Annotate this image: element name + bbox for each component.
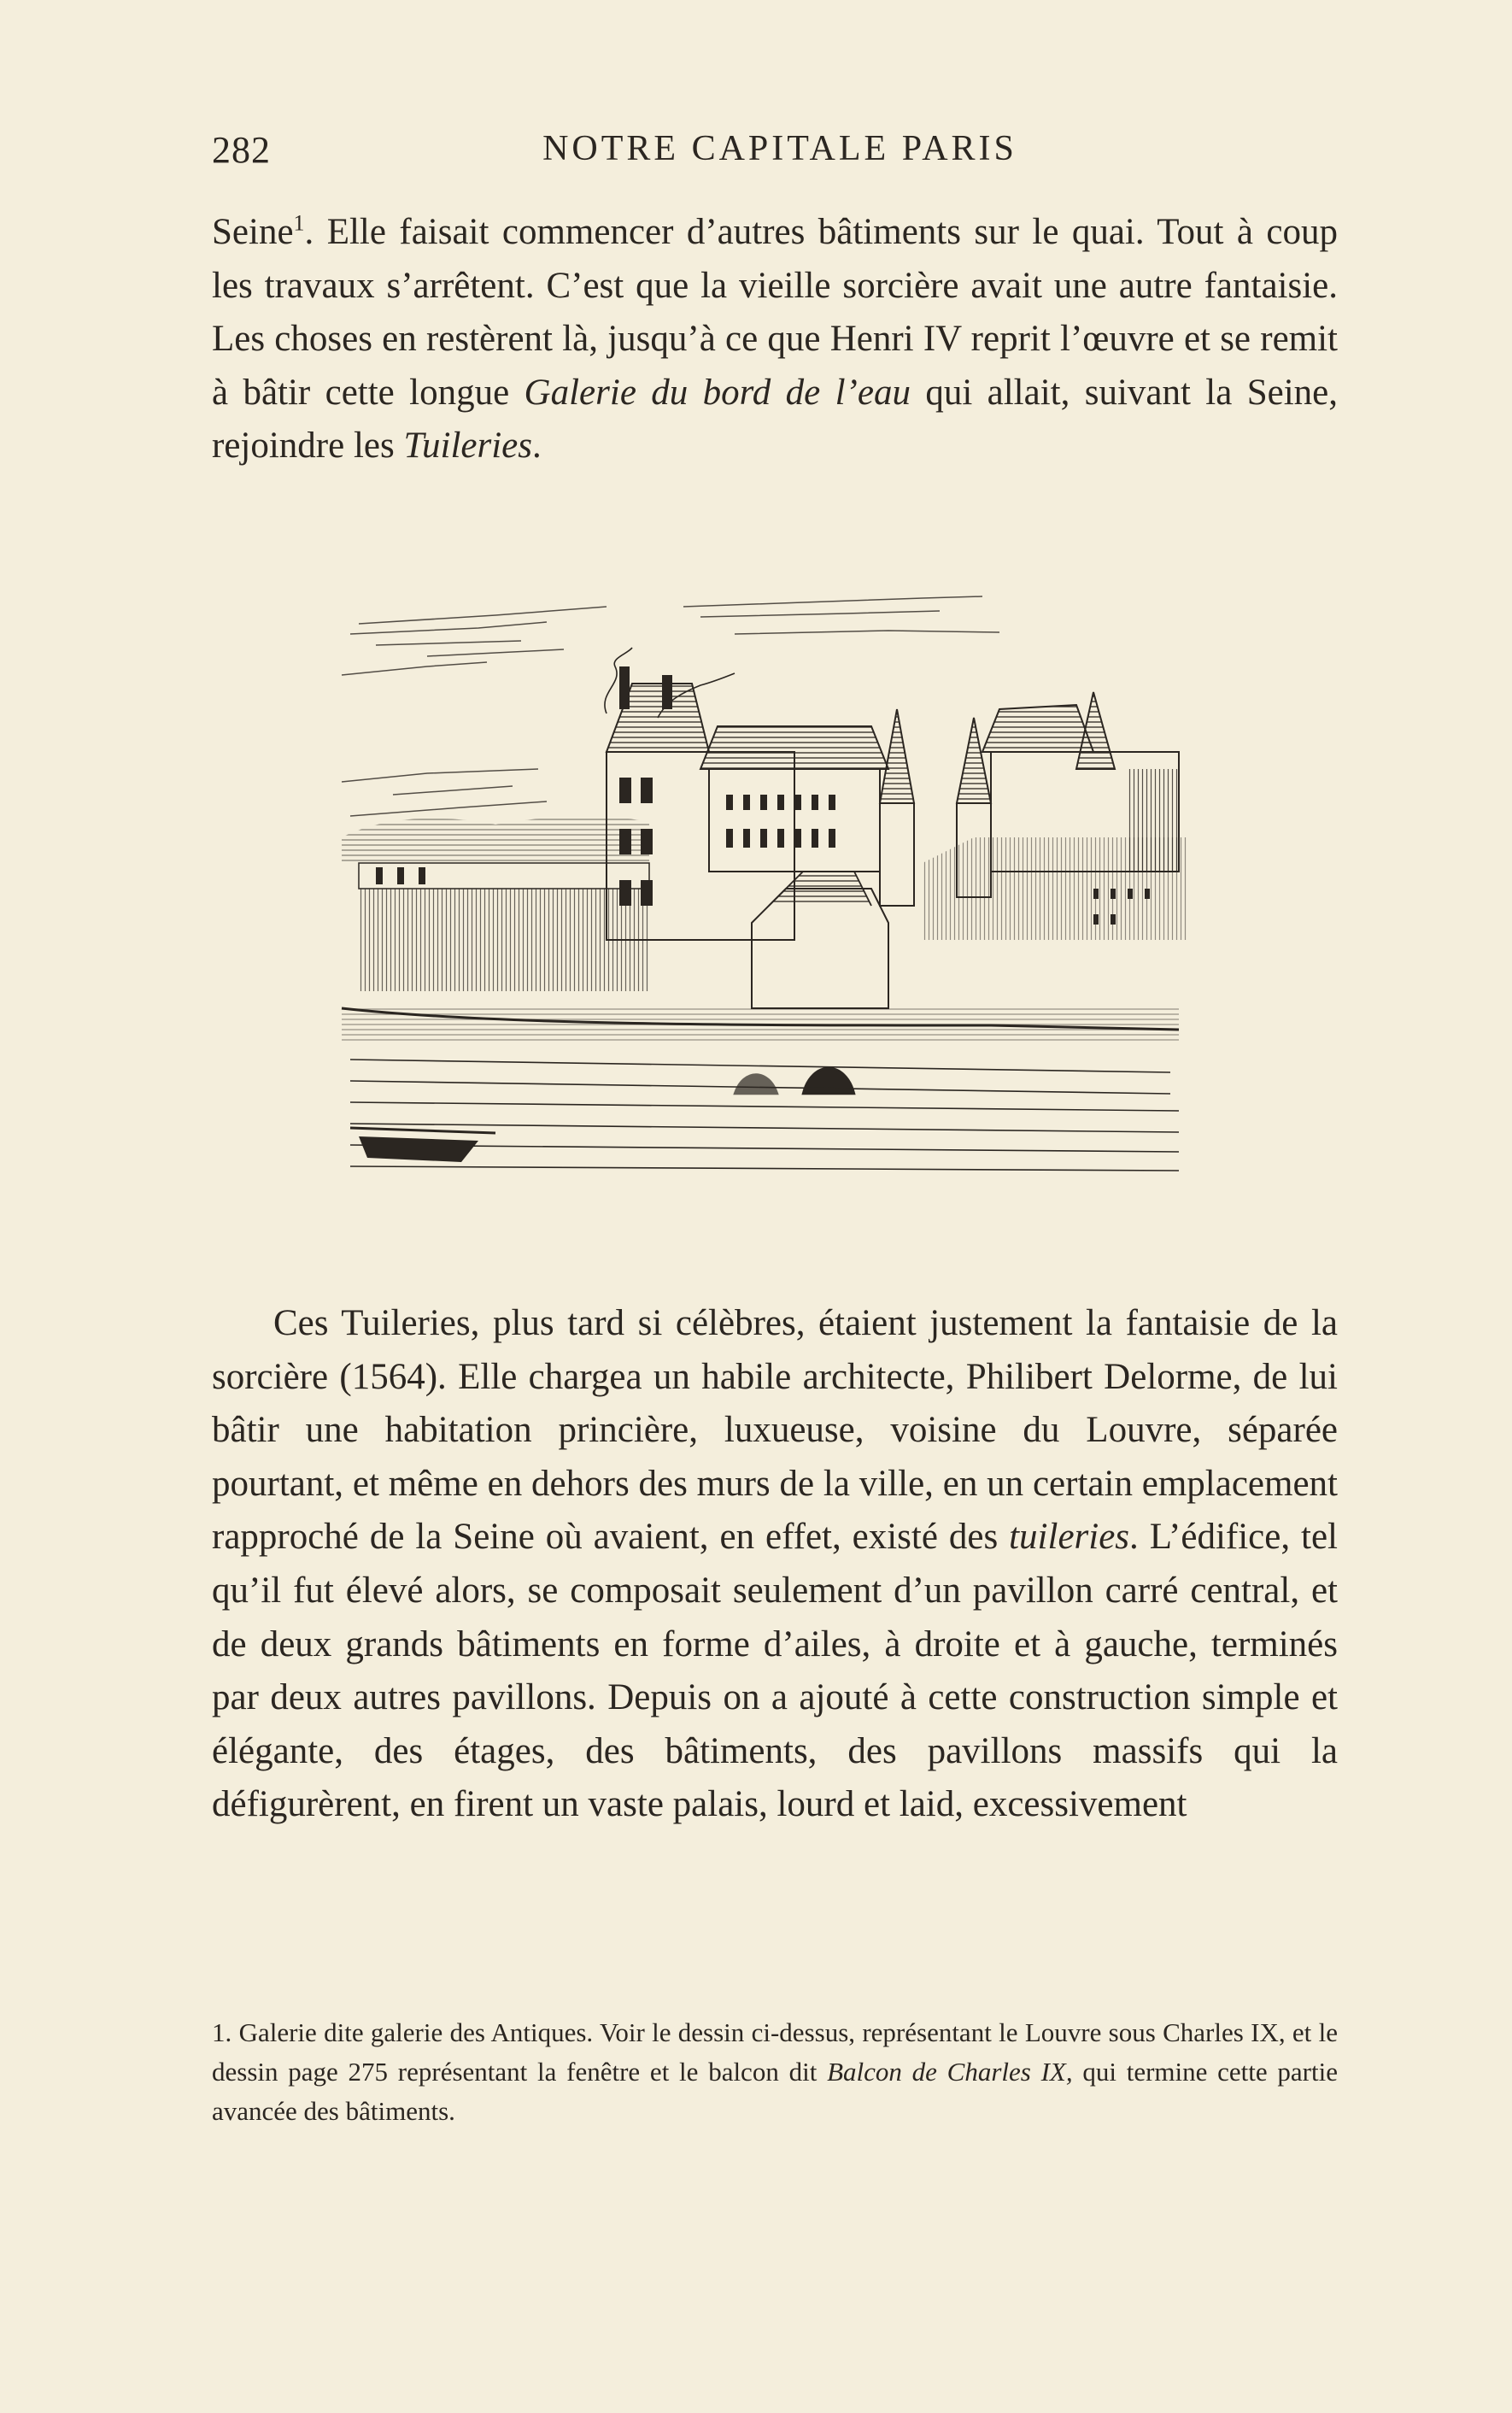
page-number: 282 — [212, 129, 271, 171]
italic-galerie: Galerie du bord de l’eau — [524, 372, 911, 413]
louvre-engraving — [325, 581, 1213, 1205]
footnote: 1. Galerie dite galerie des Antiques. Voir le dessin ci-dessus, représentant le Louvre sous Charles IX, et le dessin page 275 représentant la fenêtre et le balcon dit Balcon de Charles IX, qui termine cette partie avancée des bâtiments. — [212, 2017, 1338, 2126]
italic-tuileries-2: tuileries — [1009, 1517, 1130, 1558]
paragraph-1: Seine$^1$. Elle faisait commencer d’autres bâtiments sur le quai. Tout à coup les travaux s’arrêtent. C’est que la vieille sorcière avait une autre fantaisie. Les choses en restèrent là, jusqu’à ce que Henri IV reprit l’œuvre et se remit à bâtir cette longue Galerie du bord de l’eau qui allait, suivant la Seine, rejoindre les Tuileries. — [212, 210, 1338, 467]
footnote-reference: 1 — [293, 210, 305, 236]
page-header — [212, 128, 1348, 179]
running-title: NOTRE CAPITALE PARIS — [542, 129, 1017, 168]
paragraph-2: Ces Tuileries, plus tard si célèbres, étaient justement la fantaisie de la sorcière (1564). Elle chargea un habile architecte, Philibert Delorme, de lui bâtir une habitation princière, luxueuse, voisine du Louvre, séparée pourtant, et même en dehors des murs de la ville, en un certain emplacement rapproché de la Seine où avaient, en effet, existé des tuileries. L’édifice, tel qu’il fut élevé alors, se composait seulement d’un pavillon carré central, et de deux grands bâtiments en forme d’ailes, à droite et à gauche, terminés par deux autres pavillons. Depuis on a ajouté à cette construction simple et élégante, des étages, des bâtiments, des pavillons massifs qui la défigurèrent, en firent un vaste palais, lourd et laid, excessivement — [212, 1303, 1338, 1825]
italic-balcon: Balcon de Charles IX, — [827, 2057, 1073, 2087]
engraving-image — [325, 581, 1213, 1205]
italic-tuileries: Tuileries — [403, 426, 533, 467]
